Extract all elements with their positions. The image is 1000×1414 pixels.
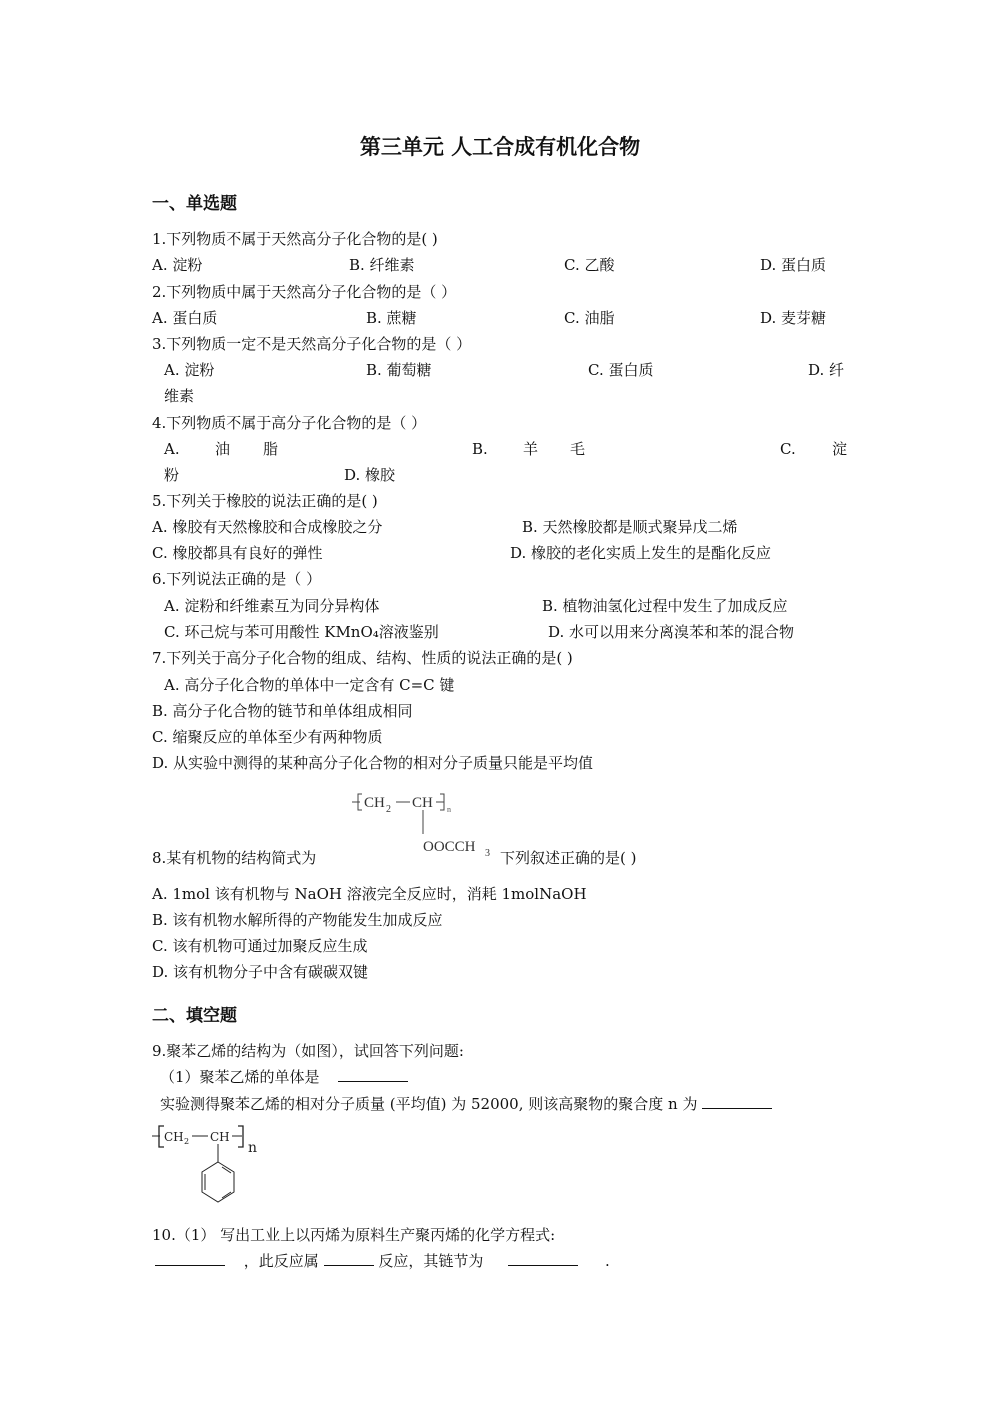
q9-degree-blank[interactable] — [702, 1094, 772, 1109]
q5-option-c: C. 橡胶都具有良好的弹性 — [152, 544, 323, 562]
q4-option-d: D. 橡胶 — [344, 466, 396, 484]
q6-option-d: D. 水可以用来分离溴苯和苯的混合物 — [548, 623, 795, 641]
question-7-stem: 7.下列关于高分子化合物的组成、结构、性质的说法正确的是( ) — [152, 649, 573, 667]
q4-option-c-wrap: 粉 — [164, 466, 180, 484]
q6-option-b: B. 植物油氢化过程中发生了加成反应 — [542, 597, 788, 615]
q9-part1-text: （1）聚苯乙烯的单体是 — [160, 1068, 320, 1086]
question-8-stem-before: 8.某有机物的结构简式为 — [152, 849, 317, 867]
q8-structure-formula — [350, 790, 500, 860]
q10-text-b: 反应，其链节为 — [378, 1252, 484, 1270]
svg-text:OOCCH: OOCCH — [423, 839, 476, 855]
q9-part2 — [160, 1094, 772, 1114]
q3-option-a: A. 淀粉 — [164, 361, 215, 379]
page-title: 第三单元 人工合成有机化合物 — [359, 135, 641, 159]
q8-option-a: A. 1mol 该有机物与 NaOH 溶液完全反应时，消耗 1molNaOH — [152, 885, 587, 903]
q7-option-b: B. 高分子化合物的链节和单体组成相同 — [152, 702, 413, 720]
q10-text-a: ，此反应属 — [243, 1252, 319, 1270]
svg-text:n: n — [447, 805, 451, 814]
q9-part2-text: 实验测得聚苯乙烯的相对分子质量 (平均值) 为 52000, 则该高聚物的聚合度 n 为 — [160, 1095, 698, 1113]
q7-option-a: A. 高分子化合物的单体中一定含有 C=C 键 — [164, 676, 455, 694]
question-4-stem: 4.下列物质不属于高分子化合物的是（ ） — [152, 414, 427, 432]
q9-part1 — [160, 1067, 408, 1087]
q1-option-c: C. 乙酸 — [564, 256, 615, 274]
q8-option-d: D. 该有机物分子中含有碳碳双键 — [152, 963, 369, 981]
q4-option-a-char2: 脂 — [263, 440, 279, 458]
q2-option-c: C. 油脂 — [564, 309, 615, 327]
q3-option-d-wrap: 维素 — [164, 387, 195, 405]
q10-reaction-type-blank[interactable] — [324, 1251, 374, 1266]
q8-option-b: B. 该有机物水解所得的产物能发生加成反应 — [152, 911, 443, 929]
q3-option-d: D. 纤 — [808, 361, 845, 379]
q4-option-b-label: B. — [472, 440, 488, 458]
q10-line2 — [155, 1251, 610, 1271]
question-6-stem: 6.下列说法正确的是（ ） — [152, 570, 322, 588]
svg-text:2: 2 — [386, 804, 391, 815]
q4-option-a-char1: 油 — [215, 440, 231, 458]
section-heading-fill-blank: 二、填空题 — [152, 1006, 237, 1026]
q9-structure-formula — [152, 1122, 272, 1212]
q7-option-d: D. 从实验中测得的某种高分子化合物的相对分子质量只能是平均值 — [152, 754, 594, 772]
q4-option-b-char1: 羊 — [523, 440, 539, 458]
svg-text:CH: CH — [164, 1130, 184, 1144]
polyvinyl-acetate-structure-icon — [350, 790, 500, 860]
svg-text:3: 3 — [485, 848, 490, 859]
q3-option-b: B. 葡萄糖 — [366, 361, 432, 379]
svg-text:CH: CH — [364, 795, 385, 811]
svg-text:n: n — [248, 1140, 258, 1156]
q10-text-c: . — [604, 1252, 610, 1270]
section-heading-single-choice: 一、单选题 — [152, 194, 237, 214]
question-2-stem: 2.下列物质中属于天然高分子化合物的是（ ） — [152, 283, 457, 301]
q5-option-a: A. 橡胶有天然橡胶和合成橡胶之分 — [152, 518, 383, 536]
q9-monomer-blank[interactable] — [338, 1067, 408, 1082]
q4-option-c-label: C. — [780, 440, 796, 458]
q10-equation-blank[interactable] — [155, 1251, 225, 1266]
q2-option-a: A. 蛋白质 — [152, 309, 218, 327]
q3-option-c: C. 蛋白质 — [588, 361, 654, 379]
svg-text:2: 2 — [184, 1137, 190, 1146]
q4-option-c-char1: 淀 — [832, 440, 848, 458]
q1-option-d: D. 蛋白质 — [760, 256, 827, 274]
question-5-stem: 5.下列关于橡胶的说法正确的是( ) — [152, 492, 378, 510]
question-8-stem-after: 下列叙述正确的是( ) — [500, 849, 637, 867]
q10-chain-unit-blank[interactable] — [508, 1251, 578, 1266]
question-9-stem: 9.聚苯乙烯的结构为（如图），试回答下列问题: — [152, 1042, 464, 1060]
q4-option-b-char2: 毛 — [570, 440, 586, 458]
polystyrene-structure-icon — [152, 1122, 272, 1212]
q8-option-c: C. 该有机物可通过加聚反应生成 — [152, 937, 368, 955]
q6-option-c: C. 环己烷与苯可用酸性 KMnO₄溶液鉴别 — [164, 623, 439, 641]
q1-option-b: B. 纤维素 — [349, 256, 415, 274]
question-1-stem: 1.下列物质不属于天然高分子化合物的是( ) — [152, 230, 438, 248]
q2-option-d: D. 麦芽糖 — [760, 309, 827, 327]
q1-option-a: A. 淀粉 — [152, 256, 203, 274]
svg-text:CH: CH — [210, 1130, 230, 1144]
q4-option-a-label: A. — [164, 440, 180, 458]
q2-option-b: B. 蔗糖 — [366, 309, 417, 327]
svg-text:CH: CH — [412, 795, 433, 811]
q5-option-d: D. 橡胶的老化实质上发生的是酯化反应 — [510, 544, 772, 562]
question-10-stem: 10.（1） 写出工业上以丙烯为原料生产聚丙烯的化学方程式: — [152, 1226, 556, 1244]
question-3-stem: 3.下列物质一定不是天然高分子化合物的是（ ） — [152, 335, 472, 353]
q7-option-c: C. 缩聚反应的单体至少有两种物质 — [152, 728, 383, 746]
q5-option-b: B. 天然橡胶都是顺式聚异戊二烯 — [522, 518, 738, 536]
q6-option-a: A. 淀粉和纤维素互为同分异构体 — [164, 597, 380, 615]
